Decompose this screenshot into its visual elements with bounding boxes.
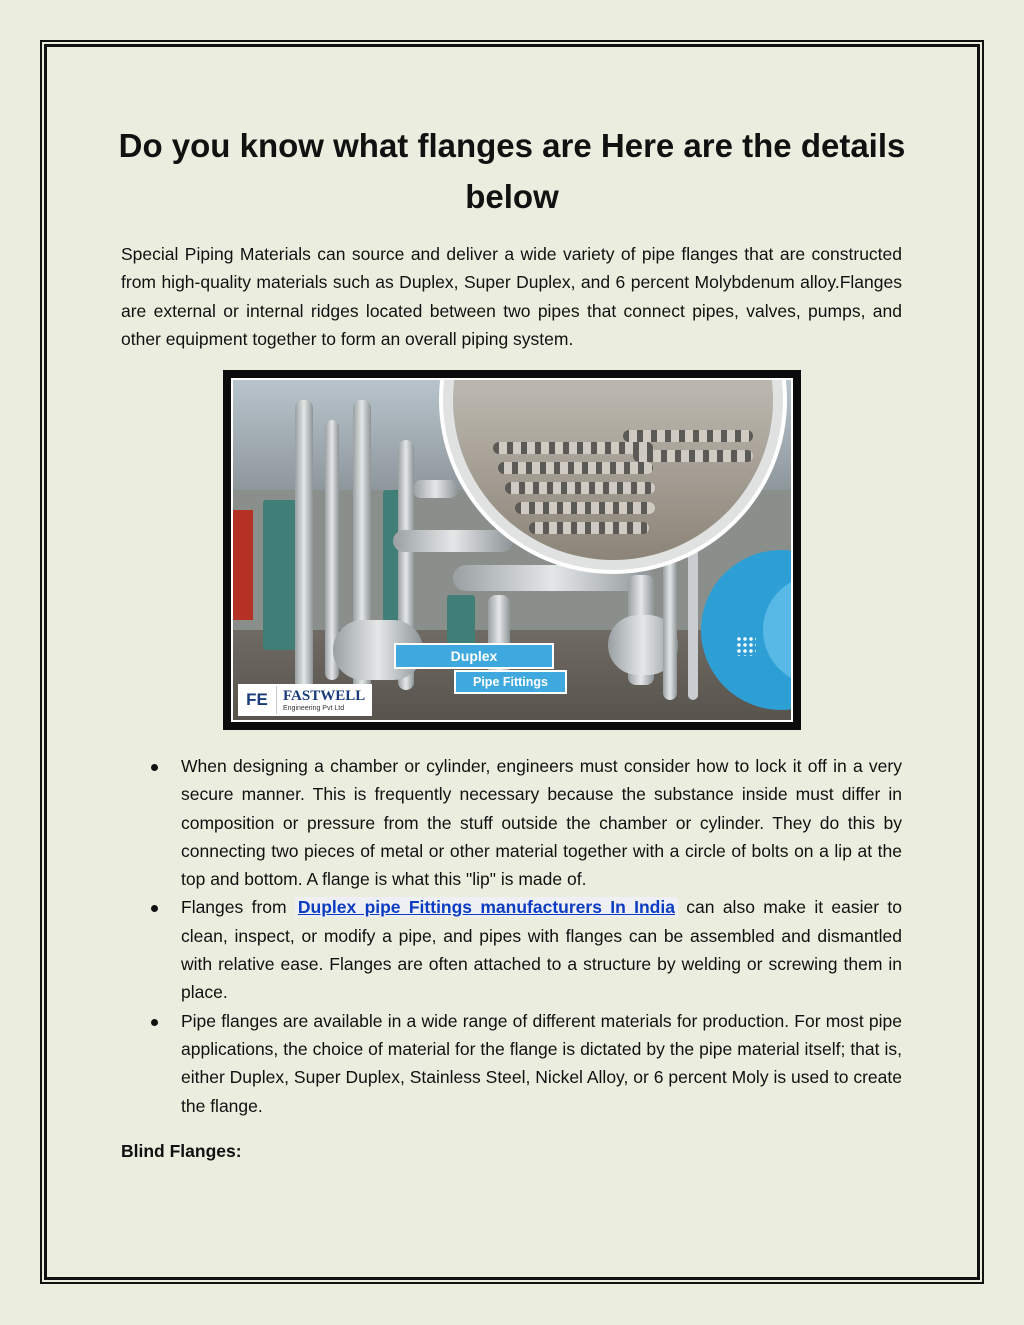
product-photo	[231, 378, 793, 722]
list-item: When designing a chamber or cylinder, engineers must consider how to lock it off in a very secure manner. This is frequently necessary because the substance inside must differ in composition or pressure from the stuff outside the chamber or cylinder. They do this by connecting two pieces of metal or other material together with a circle of bolts on a lip at the top and bottom. A flange is what this "lip" is made of.	[121, 752, 902, 893]
bullet-icon	[151, 905, 158, 912]
image-label-duplex: Duplex	[394, 643, 554, 669]
logo-mark: FE	[238, 686, 277, 714]
list-item: Flanges from Duplex pipe Fittings manufacturers In India can also make it easier to clean, inspect, or modify a pipe, and pipes with flanges can be assembled and dismantled with relative ease. Flanges are often attached to a structure by welding or screwing them in place.	[121, 893, 902, 1006]
bullet-icon	[151, 764, 158, 771]
section-heading: Blind Flanges:	[121, 1141, 242, 1161]
duplex-fittings-link[interactable]: Duplex pipe Fittings manufacturers In India	[295, 897, 678, 917]
fastwell-logo	[238, 684, 372, 716]
intro-paragraph: Special Piping Materials can source and deliver a wide variety of pipe flanges that are constructed from high-quality materials such as Duplex, Super Duplex, and 6 percent Molybdenum alloy.Flanges are external or internal ridges located between two pipes that connect pipes, valves, pumps, and other equipment together to form an overall piping system.	[121, 244, 902, 349]
bullet-icon	[151, 1019, 158, 1026]
list-item: Pipe flanges are available in a wide range of different materials for production. For most pipe applications, the choice of material for the flange is dictated by the pipe material itself; that is, either Duplex, Super Duplex, Stainless Steel, Nickel Alloy, or 6 percent Moly is used to create the flange.	[121, 1007, 902, 1120]
bullet-list	[121, 752, 902, 1120]
dot-grid-icon	[736, 636, 756, 656]
image-label-pipe-fittings: Pipe Fittings	[454, 670, 567, 694]
page-title: Do you know what flanges are Here are the details below	[118, 127, 906, 215]
logo-name: FASTWELL	[283, 687, 366, 704]
product-image	[223, 370, 801, 730]
logo-subtitle: Engineering Pvt Ltd	[283, 704, 345, 712]
